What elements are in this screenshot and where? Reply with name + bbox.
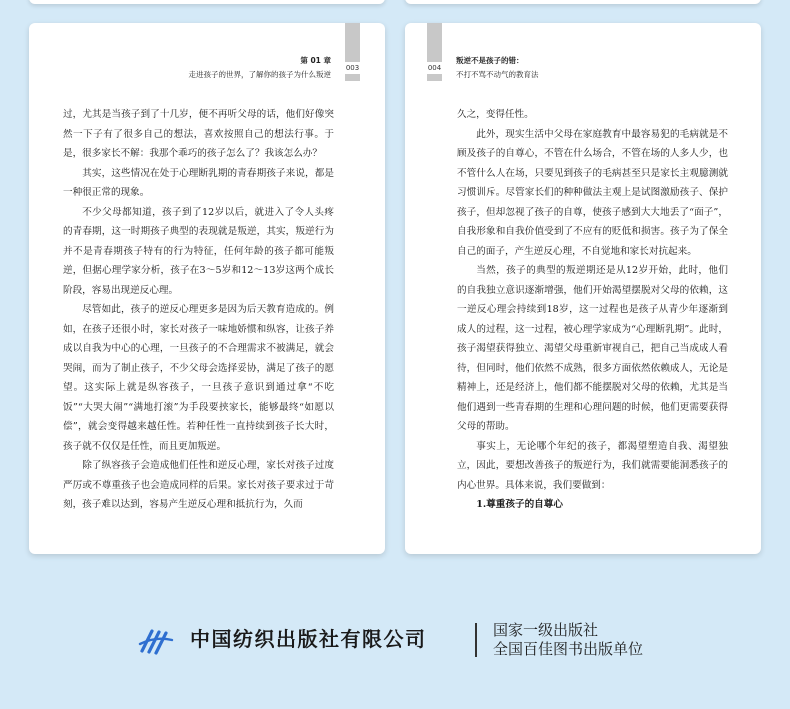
running-header [456, 54, 539, 82]
book-title-line2: 不打不骂不动气的教育法 [456, 70, 539, 79]
book-page-right [405, 23, 761, 554]
page-number: 004 [427, 64, 442, 72]
paragraph: 过，尤其是当孩子到了十几岁，便不再听父母的话，他们好像突然一下子有了很多自己的想法，喜欢按照自己的想法行事。于是，很多家长不解：我那个乖巧的孩子怎么了？我该怎么办？ [63, 109, 334, 159]
paragraph: 事实上，无论哪个年纪的孩子，都渴望塑造自我、渴望独立，因此，要想改善孩子的叛逆行为，我们就需要能洞悉孩子的内心世界。具体来说，我们要做到： [457, 440, 728, 491]
page-tab-bar [427, 23, 442, 62]
section-subheading: 1.尊重孩子的自尊心 [476, 499, 563, 510]
publisher-footer [0, 620, 790, 660]
page-number-tab [345, 23, 360, 81]
page-tab-bar [345, 23, 360, 62]
page-tab-underline [345, 74, 360, 81]
page-tab-underline [427, 74, 442, 81]
paragraph: 尽管如此，孩子的逆反心理更多是因为后天教育造成的。例如，在孩子还很小时，家长对孩子一味地娇惯和纵容，让孩子养成以自我为中心的心理，一旦孩子的不合理需求不被满足，就会哭闹，而为了制止孩子，不少父母会选择妥协，满足了孩子的愿望。这实际上就是纵容孩子，一旦孩子意识到通过拿“不吃饭”“大哭大闹”“满地打滚”为手段要挟家长，能够最终“如愿以偿”，就会变得越来越任性。若种任性一直持续到孩子长大时，孩子就不仅仅是任性，而且更加叛逆。 [63, 304, 334, 452]
chapter-title: 走进孩子的世界，了解你的孩子为什么叛逆 [188, 70, 331, 79]
paragraph: 此外，现实生活中父母在家庭教育中最容易犯的毛病就是不顾及孩子的自尊心，不管在什么场合，不管在场的人多人少，也不管什么人在场，只要见到孩子的毛病甚至只是家长主观臆测就习惯训斥。尽管家长们的种种做法主观上是试图激励孩子、保护孩子，但却忽视了孩子的自尊，使孩子感到大大地丢了“面子”，自我形象和自我价值受到了不应有的贬低和损害。孩子为了保全自己的面子，产生逆反心理，不自觉地和家长对抗起来。 [457, 128, 728, 257]
publisher-logo-icon [138, 627, 174, 655]
chapter-label: 第 01 章 [300, 56, 331, 65]
paragraph: 除了纵容孩子会造成他们任性和逆反心理，家长对孩子过度严厉或不尊重孩子也会造成同样的后果。家长对孩子要求过于苛刻，孩子难以达到，容易产生逆反心理和抵抗行为，久而 [63, 460, 334, 510]
publisher-tagline [493, 621, 643, 659]
previous-page-right-edge [405, 0, 761, 4]
running-header [189, 54, 332, 82]
book-title-line1: 叛逆不是孩子的错： [456, 56, 524, 65]
previous-page-left-edge [29, 0, 385, 4]
book-page-left [29, 23, 385, 554]
publisher-name: 中国纺织出版社有限公司 [190, 627, 427, 651]
footer-divider [475, 623, 477, 657]
paragraph: 久之，变得任性。 [457, 109, 534, 120]
page-number: 003 [345, 64, 360, 72]
body-text [63, 105, 334, 515]
page-number-tab [427, 23, 442, 81]
tagline-line1: 国家一级出版社 [493, 621, 599, 639]
paragraph: 其实，这些情况在处于心理断乳期的青春期孩子来说，都是一种很正常的现象。 [63, 167, 334, 198]
paragraph: 不少父母都知道，孩子到了12岁以后，就进入了令人头疼的青春期，这一时期孩子典型的表现就是叛逆，其实，叛逆行为并不是青春期孩子特有的行为特征，任何年龄的孩子都可能叛逆，但据心理学家分析，孩子在3～5岁和12～13岁这两个成长阶段，容易出现逆反心理。 [63, 206, 334, 296]
paragraph: 当然，孩子的典型的叛逆期还是从12岁开始，此时，他们的自我独立意识逐渐增强，他们开始渴望摆脱对父母的依赖，这一逆反心理会持续到18岁，这一过程也是孩子从青少年逐渐到成人的过程，这一过程，被心理学家成为“心理断乳期”。此时，孩子渴望获得独立、渴望父母重新审视自己，把自己当成成人看待，但同时，他们依然不成熟，很多方面依然依赖成人，无论是精神上，还是经济上，他们都不能摆脱对父母的依赖，尤其是当他们遇到一些青春期的生理和心理问题的时候，他们更需要获得父母的帮助。 [457, 265, 728, 432]
tagline-line2: 全国百佳图书出版单位 [493, 640, 644, 658]
body-text [457, 105, 728, 515]
